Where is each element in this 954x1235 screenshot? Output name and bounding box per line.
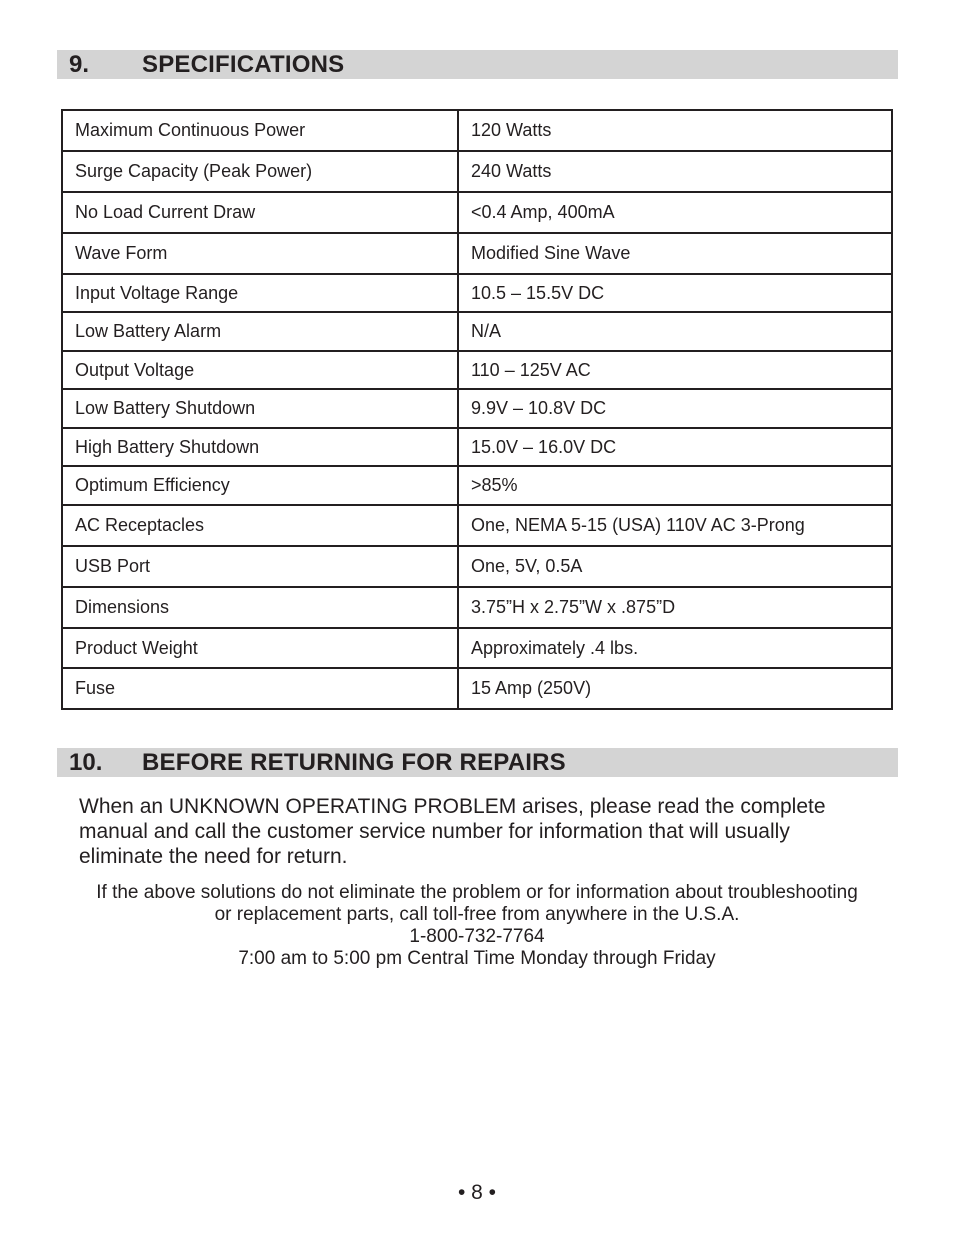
spec-row xyxy=(62,466,892,505)
paragraph-line: When an UNKNOWN OPERATING PROBLEM arises, please read the complete xyxy=(79,795,826,818)
spec-value: 240 Watts xyxy=(458,151,892,192)
section-header-specifications xyxy=(57,50,898,79)
spec-value: One, NEMA 5-15 (USA) 110V AC 3-Prong xyxy=(458,505,892,546)
spec-label: Dimensions xyxy=(62,587,458,628)
page-number: • 8 • xyxy=(457,1181,497,1204)
spec-row xyxy=(62,428,892,466)
spec-row xyxy=(62,233,892,274)
spec-label: High Battery Shutdown xyxy=(62,428,458,466)
spec-label: USB Port xyxy=(62,546,458,587)
section-title: SPECIFICATIONS xyxy=(142,51,345,78)
spec-label: Fuse xyxy=(62,668,458,709)
spec-value: 15.0V – 16.0V DC xyxy=(458,428,892,466)
repairs-paragraph xyxy=(79,794,899,869)
spec-row xyxy=(62,110,892,151)
contact-line: If the above solutions do not eliminate the problem or for information about troubleshooting xyxy=(96,882,858,903)
paragraph-line: manual and call the customer service number for information that will usually xyxy=(79,820,790,843)
section-number: 9. xyxy=(69,51,90,78)
section-header-repairs xyxy=(57,748,898,777)
spec-label: Maximum Continuous Power xyxy=(62,110,458,151)
spec-label: Low Battery Shutdown xyxy=(62,389,458,428)
spec-row xyxy=(62,151,892,192)
spec-value: 10.5 – 15.5V DC xyxy=(458,274,892,312)
spec-value: 9.9V – 10.8V DC xyxy=(458,389,892,428)
spec-label: Low Battery Alarm xyxy=(62,312,458,351)
spec-label: Product Weight xyxy=(62,628,458,668)
contact-info xyxy=(40,882,914,970)
spec-label: Wave Form xyxy=(62,233,458,274)
spec-row xyxy=(62,587,892,628)
spec-label: Surge Capacity (Peak Power) xyxy=(62,151,458,192)
spec-row xyxy=(62,274,892,312)
section-title: BEFORE RETURNING FOR REPAIRS xyxy=(142,749,566,776)
spec-row xyxy=(62,312,892,351)
spec-value: N/A xyxy=(458,312,892,351)
service-hours: 7:00 am to 5:00 pm Central Time Monday through Friday xyxy=(238,948,716,969)
spec-value: <0.4 Amp, 400mA xyxy=(458,192,892,233)
spec-row xyxy=(62,628,892,668)
spec-row xyxy=(62,668,892,709)
spec-value: 110 – 125V AC xyxy=(458,351,892,389)
spec-row xyxy=(62,351,892,389)
contact-line: or replacement parts, call toll-free from anywhere in the U.S.A. xyxy=(214,904,740,925)
spec-value: 15 Amp (250V) xyxy=(458,668,892,709)
specifications-table xyxy=(61,109,893,710)
spec-row xyxy=(62,192,892,233)
spec-row xyxy=(62,389,892,428)
spec-label: Optimum Efficiency xyxy=(62,466,458,505)
spec-value: 3.75”H x 2.75”W x .875”D xyxy=(458,587,892,628)
spec-value: One, 5V, 0.5A xyxy=(458,546,892,587)
section-number: 10. xyxy=(69,749,103,776)
phone-number: 1-800-732-7764 xyxy=(409,926,545,947)
spec-row xyxy=(62,505,892,546)
spec-value: >85% xyxy=(458,466,892,505)
spec-label: AC Receptacles xyxy=(62,505,458,546)
spec-row xyxy=(62,546,892,587)
spec-label: Output Voltage xyxy=(62,351,458,389)
spec-label: Input Voltage Range xyxy=(62,274,458,312)
spec-value: 120 Watts xyxy=(458,110,892,151)
spec-value: Modified Sine Wave xyxy=(458,233,892,274)
spec-value: Approximately .4 lbs. xyxy=(458,628,892,668)
paragraph-line: eliminate the need for return. xyxy=(79,845,348,868)
spec-label: No Load Current Draw xyxy=(62,192,458,233)
